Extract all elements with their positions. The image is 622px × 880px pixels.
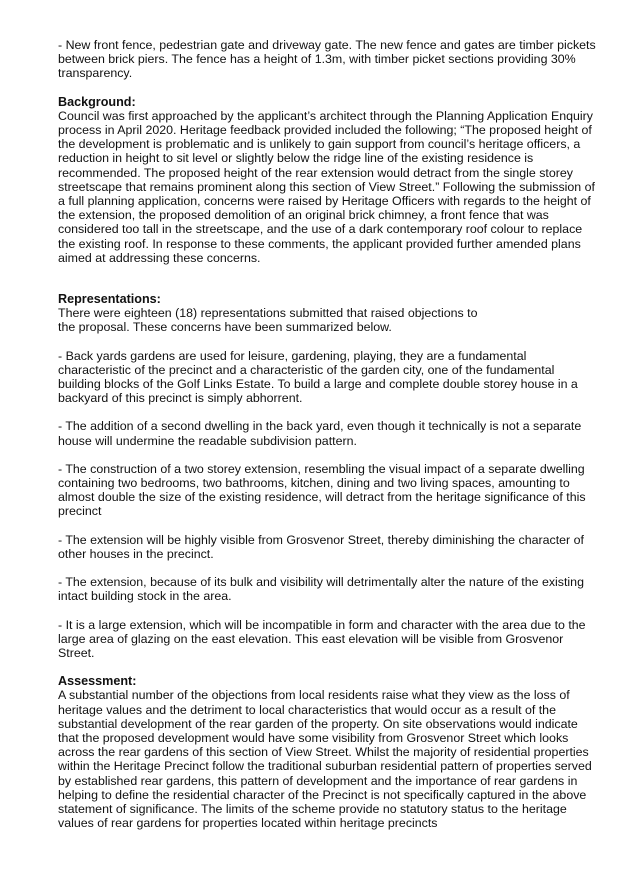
document-page <box>58 38 598 830</box>
representation-item: - The addition of a second dwelling in the back yard, even though it technically is not a separate house will undermine the readable subdivision pattern. <box>58 419 582 448</box>
background-heading: Background: <box>58 94 136 109</box>
representations-heading: Representations: <box>58 292 161 307</box>
representations-intro: There were eighteen (18) representations submitted that raised objections to the proposal. These concerns have been summarized below. <box>58 306 478 335</box>
background-body: Council was first approached by the applicant’s architect through the Planning Application Enquiry process in April 2020. Heritage feedback provided included the following; “The proposed height of the development is problematic and is unlikely to gain support from council’s heritage officers, a reduction in height to sit level or slightly below the ridge line of the existing residence is recommended. The proposed height of the rear extension would detract from the single storey streetscape that remains prominent along this section of View Street.” Following the submission of a full planning application, concerns were raised by Heritage Officers with regards to the height of the extension, the proposed demolition of an original brick chimney, a front fence that was considered too tall in the streetscape, and the use of a dark contemporary roof colour to replace the existing roof. In response to these comments, the applicant provided further amended plans aimed at addressing these concerns. <box>58 108 595 265</box>
representation-item: - The extension will be highly visible from Grosvenor Street, thereby diminishing the character of other houses in the precinct. <box>58 532 584 561</box>
assessment-body: A substantial number of the objections from local residents raise what they view as the loss of heritage values and the detriment to local characteristics that would occur as a result of the substantial development of the rear garden of the property. On site observations would indicate that the proposed development would have some visibility from Grosvenor Street which looks across the rear gardens of this section of View Street. Whilst the majority of residential properties within the Heritage Precinct follow the traditional suburban residential pattern of properties served by established rear gardens, this pattern of development and the importance of rear gardens in helping to define the residential character of the Precinct is not specifically captured in the above statement of significance. The limits of the scheme provide no statutory status to the heritage values of rear gardens for properties located within heritage precincts <box>58 688 592 831</box>
representation-item: - The construction of a two storey extension, resembling the visual impact of a separate dwelling containing two bedrooms, two bathrooms, kitchen, dining and two living spaces, amounting to almost double the size of the existing residence, will detract from the heritage significance of this precinct <box>58 461 586 519</box>
assessment-heading: Assessment: <box>58 674 137 689</box>
representation-item: - The extension, because of its bulk and visibility will detrimentally alter the nature of the existing intact building stock in the area. <box>58 575 584 604</box>
fence-item: - New front fence, pedestrian gate and driveway gate. The new fence and gates are timber pickets between brick piers. The fence has a height of 1.3m, with timber picket sections providing 30% transparency. <box>58 38 596 81</box>
representation-item: - It is a large extension, which will be incompatible in form and character with the area due to the large area of glazing on the east elevation. This east elevation will be visible from Grosvenor Street. <box>58 617 586 660</box>
representation-item: - Back yards gardens are used for leisure, gardening, playing, they are a fundamental characteristic of the precinct and a characteristic of the garden city, one of the fundamental building blocks of the Golf Links Estate. To build a large and complete double storey house in a backyard of this precinct is simply abhorrent. <box>58 348 578 406</box>
